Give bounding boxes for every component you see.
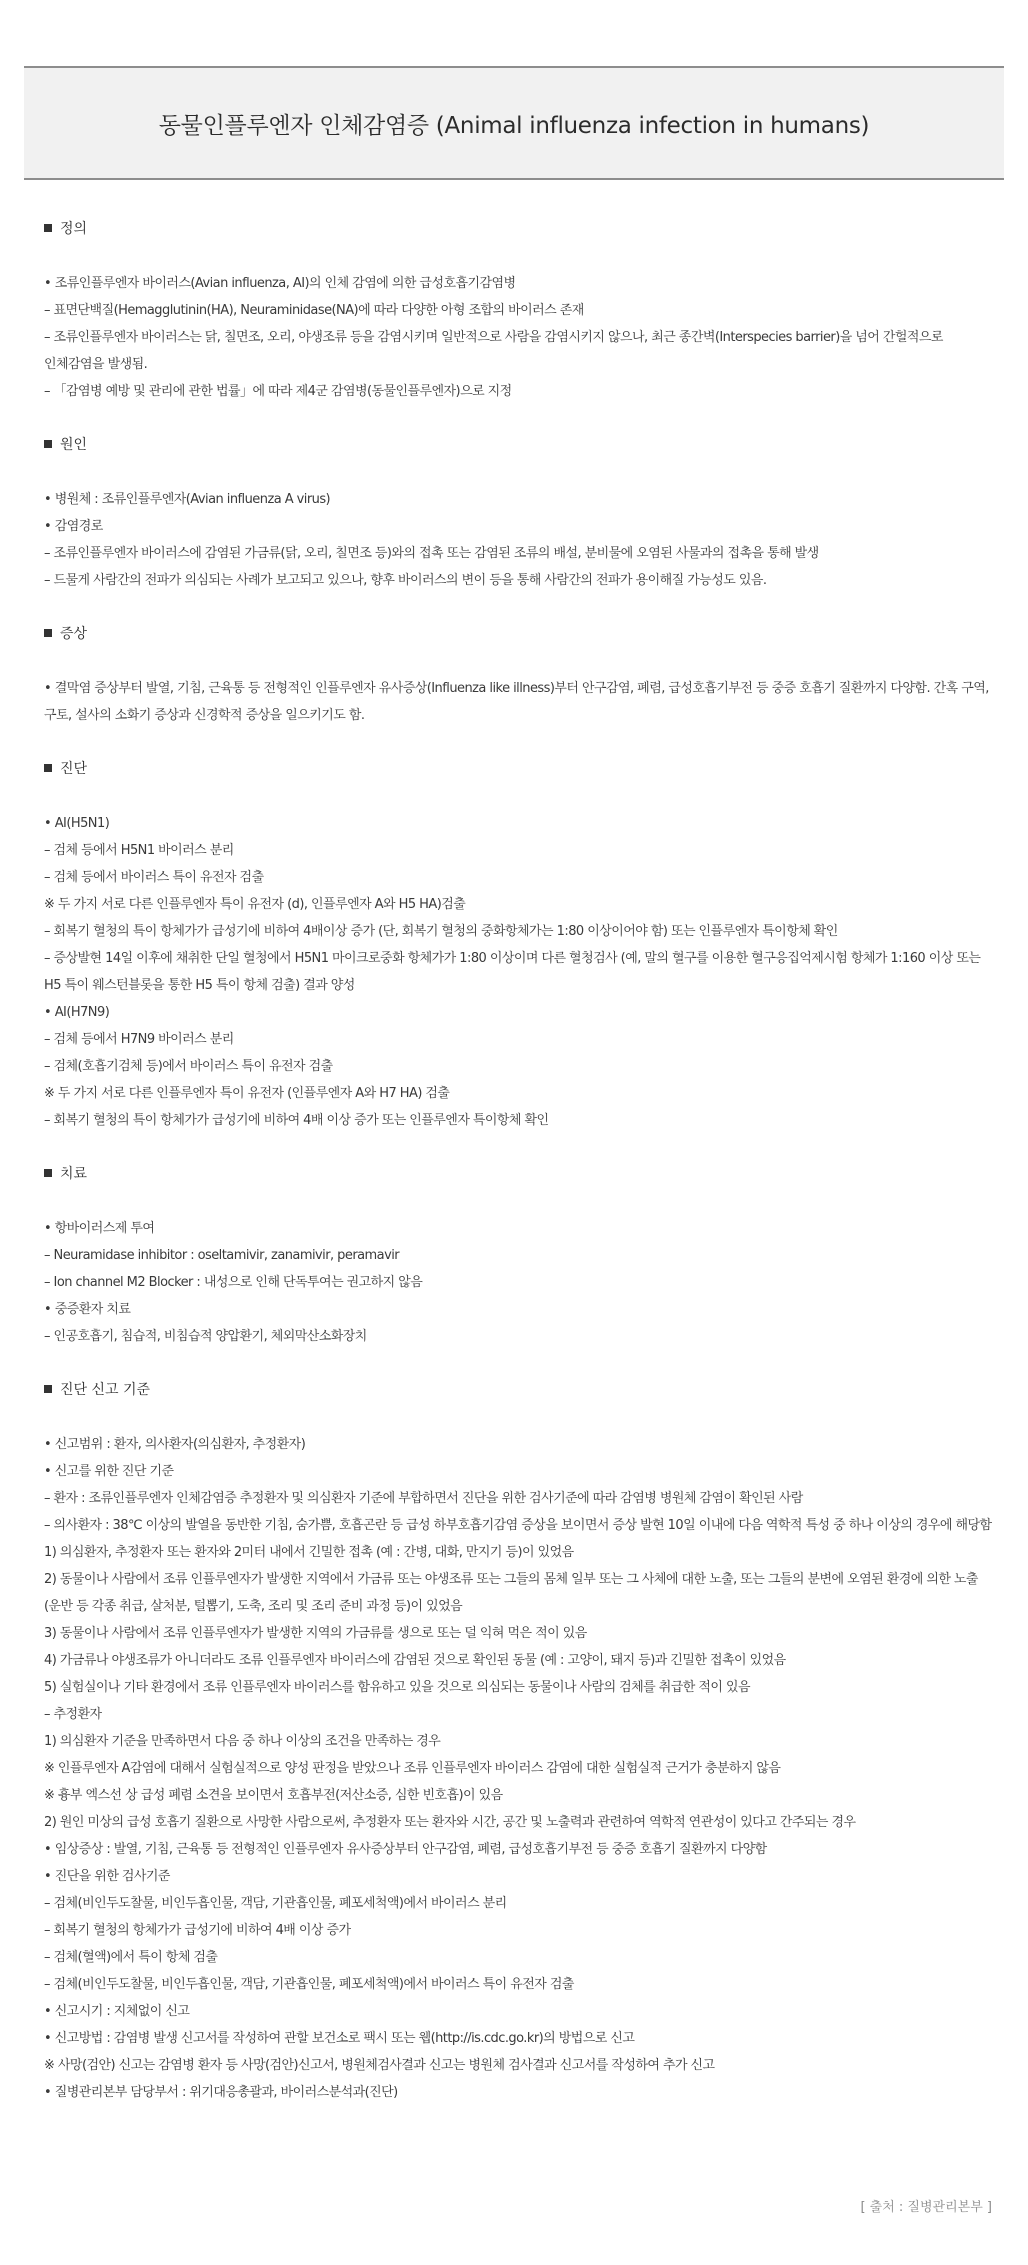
text-line: – 조류인플루엔자 바이러스는 닭, 칠면조, 오리, 야생조류 등을 감염시키며 일반적으로 사람을 감염시키지 않으나, 최근 종간벽(Interspecies barrier)을 넘어 간헐적으로 인체감염을 발생됨.	[44, 330, 943, 372]
section	[44, 1377, 992, 2106]
section	[44, 621, 992, 729]
section	[44, 756, 992, 1134]
text-line: • 항바이러스제 투여	[44, 1221, 155, 1236]
text-line: – 검체 등에서 H7N9 바이러스 분리	[44, 1032, 234, 1047]
section-lines	[44, 486, 992, 594]
text-line: – 검체(혈액)에서 특이 항체 검출	[44, 1950, 218, 1965]
square-bullet-icon	[44, 629, 52, 637]
text-line: • 진단을 위한 검사기준	[44, 1869, 170, 1884]
text-line: – 표면단백질(Hemagglutinin(HA), Neuraminidase(NA)에 따라 다양한 아형 조합의 바이러스 존재	[44, 303, 584, 318]
square-bullet-icon	[44, 440, 52, 448]
text-line: 2) 동물이나 사람에서 조류 인플루엔자가 발생한 지역에서 가금류 또는 야생조류 또는 그들의 몸체 일부 또는 그 사체에 대한 노출, 또는 그들의 분변에 오염된 환경에 의한 노출(운반 등 각종 취급, 살처분, 털뽑기, 도축, 조리 및 조리 준비 과정 등)이 있었음	[44, 1572, 978, 1614]
square-bullet-icon	[44, 1385, 52, 1393]
text-line: ※ 사망(검안) 신고는 감염병 환자 등 사망(검안)신고서, 병원체검사결과 신고는 병원체 검사결과 신고서를 작성하여 추가 신고	[44, 2058, 715, 2073]
text-line: – Neuramidase inhibitor : oseltamivir, zanamivir, peramavir	[44, 1248, 400, 1263]
square-bullet-icon	[44, 1169, 52, 1177]
text-line: • AI(H7N9)	[44, 1005, 110, 1020]
text-line: • 중증환자 치료	[44, 1302, 131, 1317]
section-heading	[44, 621, 992, 648]
text-line: – 「감염병 예방 및 관리에 관한 법률」에 따라 제4군 감염병(동물인플루엔자)으로 지정	[44, 384, 512, 399]
section-lines	[44, 675, 992, 729]
text-line: • 조류인플루엔자 바이러스(Avian influenza, AI)의 인체 감염에 의한 급성호흡기감염병	[44, 276, 516, 291]
section-heading	[44, 432, 992, 459]
square-bullet-icon	[44, 764, 52, 772]
text-line: – 드물게 사람간의 전파가 의심되는 사례가 보고되고 있으나, 향후 바이러스의 변이 등을 통해 사람간의 전파가 용이해질 가능성도 있음.	[44, 573, 767, 588]
text-line: • 임상증상 : 발열, 기침, 근육통 등 전형적인 인플루엔자 유사증상부터 안구감염, 폐렴, 급성호흡기부전 등 중증 호흡기 질환까지 다양함	[44, 1842, 767, 1857]
text-line: • 질병관리본부 담당부서 : 위기대응총괄과, 바이러스분석과(진단)	[44, 2085, 398, 2100]
text-line: – 조류인플루엔자 바이러스에 감염된 가금류(닭, 오리, 칠면조 등)와의 접촉 또는 감염된 조류의 배설, 분비물에 오염된 사물과의 접촉을 통해 발생	[44, 546, 819, 561]
section-heading-text: 정의	[60, 221, 88, 237]
text-line: • 결막염 증상부터 발열, 기침, 근육통 등 전형적인 인플루엔자 유사증상(Influenza like illness)부터 안구감염, 폐렴, 급성호흡기부전 등 중증 호흡기 질환까지 다양함. 간혹 구역, 구토, 설사의 소화기 증상과 신경학적 증상을 일으키기도 함.	[44, 681, 989, 723]
text-line: 1) 의심환자 기준을 만족하면서 다음 중 하나 이상의 조건을 만족하는 경우	[44, 1734, 441, 1749]
text-line: • 신고시기 : 지체없이 신고	[44, 2004, 190, 2019]
section-heading-text: 진단 신고 기준	[60, 1382, 151, 1398]
text-line: • 신고범위 : 환자, 의사환자(의심환자, 추정환자)	[44, 1437, 306, 1452]
section-heading-text: 진단	[60, 761, 88, 777]
section-heading	[44, 1377, 992, 1404]
document-body	[44, 216, 992, 2133]
text-line: – 검체(비인두도찰물, 비인두흡인물, 객담, 기관흡인물, 폐포세척액)에서 바이러스 특이 유전자 검출	[44, 1977, 574, 1992]
text-line: – 회복기 혈청의 특이 항체가가 급성기에 비하여 4배이상 증가 (단, 회복기 혈청의 중화항체가는 1:80 이상이어야 함) 또는 인플루엔자 특이항체 확인	[44, 924, 838, 939]
text-line: • 감염경로	[44, 519, 103, 534]
section	[44, 1161, 992, 1350]
text-line: 1) 의심환자, 추정환자 또는 환자와 2미터 내에서 긴밀한 접촉 (예 : 간병, 대화, 만지기 등)이 있었음	[44, 1545, 574, 1560]
text-line: – 검체(호흡기검체 등)에서 바이러스 특이 유전자 검출	[44, 1059, 333, 1074]
title-box	[24, 66, 1004, 180]
text-line: 5) 실험실이나 기타 환경에서 조류 인플루엔자 바이러스를 함유하고 있을 것으로 의심되는 동물이나 사람의 검체를 취급한 적이 있음	[44, 1680, 750, 1695]
text-line: ※ 두 가지 서로 다른 인플루엔자 특이 유전자 (인플루엔자 A와 H7 HA) 검출	[44, 1086, 450, 1101]
section	[44, 216, 992, 405]
text-line: • AI(H5N1)	[44, 816, 110, 831]
text-line: – 검체 등에서 H5N1 바이러스 분리	[44, 843, 234, 858]
source-credit: [ 출처 : 질병관리본부 ]	[860, 2200, 992, 2215]
text-line: ※ 흉부 엑스선 상 급성 폐렴 소견을 보이면서 호흡부전(저산소증, 심한 빈호흡)이 있음	[44, 1788, 503, 1803]
section-lines	[44, 270, 992, 405]
text-line: – 증상발현 14일 이후에 채취한 단일 혈청에서 H5N1 마이크로중화 항체가가 1:80 이상이며 다른 혈청검사 (예, 말의 혈구를 이용한 혈구응집억제시험 항체가 1:160 이상 또는 H5 특이 웨스턴블롯을 통한 H5 특이 항체 검출) 결과 양성	[44, 951, 981, 993]
text-line: – 환자 : 조류인플루엔자 인체감염증 추정환자 및 의심환자 기준에 부합하면서 진단을 위한 검사기준에 따라 감염병 병원체 감염이 확인된 사람	[44, 1491, 803, 1506]
section-heading	[44, 1161, 992, 1188]
text-line: • 병원체 : 조류인플루엔자(Avian influenza A virus)	[44, 492, 331, 507]
text-line: ※ 두 가지 서로 다른 인플루엔자 특이 유전자 (d), 인플루엔자 A와 H5 HA)검출	[44, 897, 466, 912]
text-line: 3) 동물이나 사람에서 조류 인플루엔자가 발생한 지역의 가금류를 생으로 또는 덜 익혀 먹은 적이 있음	[44, 1626, 587, 1641]
section-lines	[44, 1215, 992, 1350]
text-line: – 회복기 혈청의 항체가가 급성기에 비하여 4배 이상 증가	[44, 1923, 351, 1938]
section-heading	[44, 756, 992, 783]
section-heading-text: 증상	[60, 626, 88, 642]
section-lines	[44, 1431, 992, 2106]
text-line: – 검체 등에서 바이러스 특이 유전자 검출	[44, 870, 264, 885]
section-heading	[44, 216, 992, 243]
page-title: 동물인플루엔자 인체감염증 (Animal influenza infection in humans)	[158, 112, 870, 139]
section	[44, 432, 992, 594]
text-line: 2) 원인 미상의 급성 호흡기 질환으로 사망한 사람으로써, 추정환자 또는 환자와 시간, 공간 및 노출력과 관련하여 역학적 연관성이 있다고 간주되는 경우	[44, 1815, 856, 1830]
text-line: – Ion channel M2 Blocker : 내성으로 인해 단독투여는 권고하지 않음	[44, 1275, 423, 1290]
text-line: – 검체(비인두도찰물, 비인두흡인물, 객담, 기관흡인물, 폐포세척액)에서 바이러스 분리	[44, 1896, 507, 1911]
text-line: – 의사환자 : 38℃ 이상의 발열을 동반한 기침, 숨가쁨, 호흡곤란 등 급성 하부호흡기감염 증상을 보이면서 증상 발현 10일 이내에 다음 역학적 특성 중 하나 이상의 경우에 해당함	[44, 1518, 992, 1533]
text-line: • 신고를 위한 진단 기준	[44, 1464, 174, 1479]
text-line: – 회복기 혈청의 특이 항체가가 급성기에 비하여 4배 이상 증가 또는 인플루엔자 특이항체 확인	[44, 1113, 549, 1128]
text-line: ※ 인플루엔자 A감염에 대해서 실험실적으로 양성 판정을 받았으나 조류 인플루엔자 바이러스 감염에 대한 실험실적 근거가 충분하지 않음	[44, 1761, 781, 1776]
text-line: 4) 가금류나 야생조류가 아니더라도 조류 인플루엔자 바이러스에 감염된 것으로 확인된 동물 (예 : 고양이, 돼지 등)과 긴밀한 접촉이 있었음	[44, 1653, 786, 1668]
text-line: – 인공호흡기, 침습적, 비침습적 양압환기, 체외막산소화장치	[44, 1329, 367, 1344]
square-bullet-icon	[44, 224, 52, 232]
section-heading-text: 치료	[60, 1166, 88, 1182]
section-lines	[44, 810, 992, 1134]
text-line: – 추정환자	[44, 1707, 102, 1722]
section-heading-text: 원인	[60, 437, 88, 453]
text-line: • 신고방법 : 감염병 발생 신고서를 작성하여 관할 보건소로 팩시 또는 웹(http://is.cdc.go.kr)의 방법으로 신고	[44, 2031, 635, 2046]
